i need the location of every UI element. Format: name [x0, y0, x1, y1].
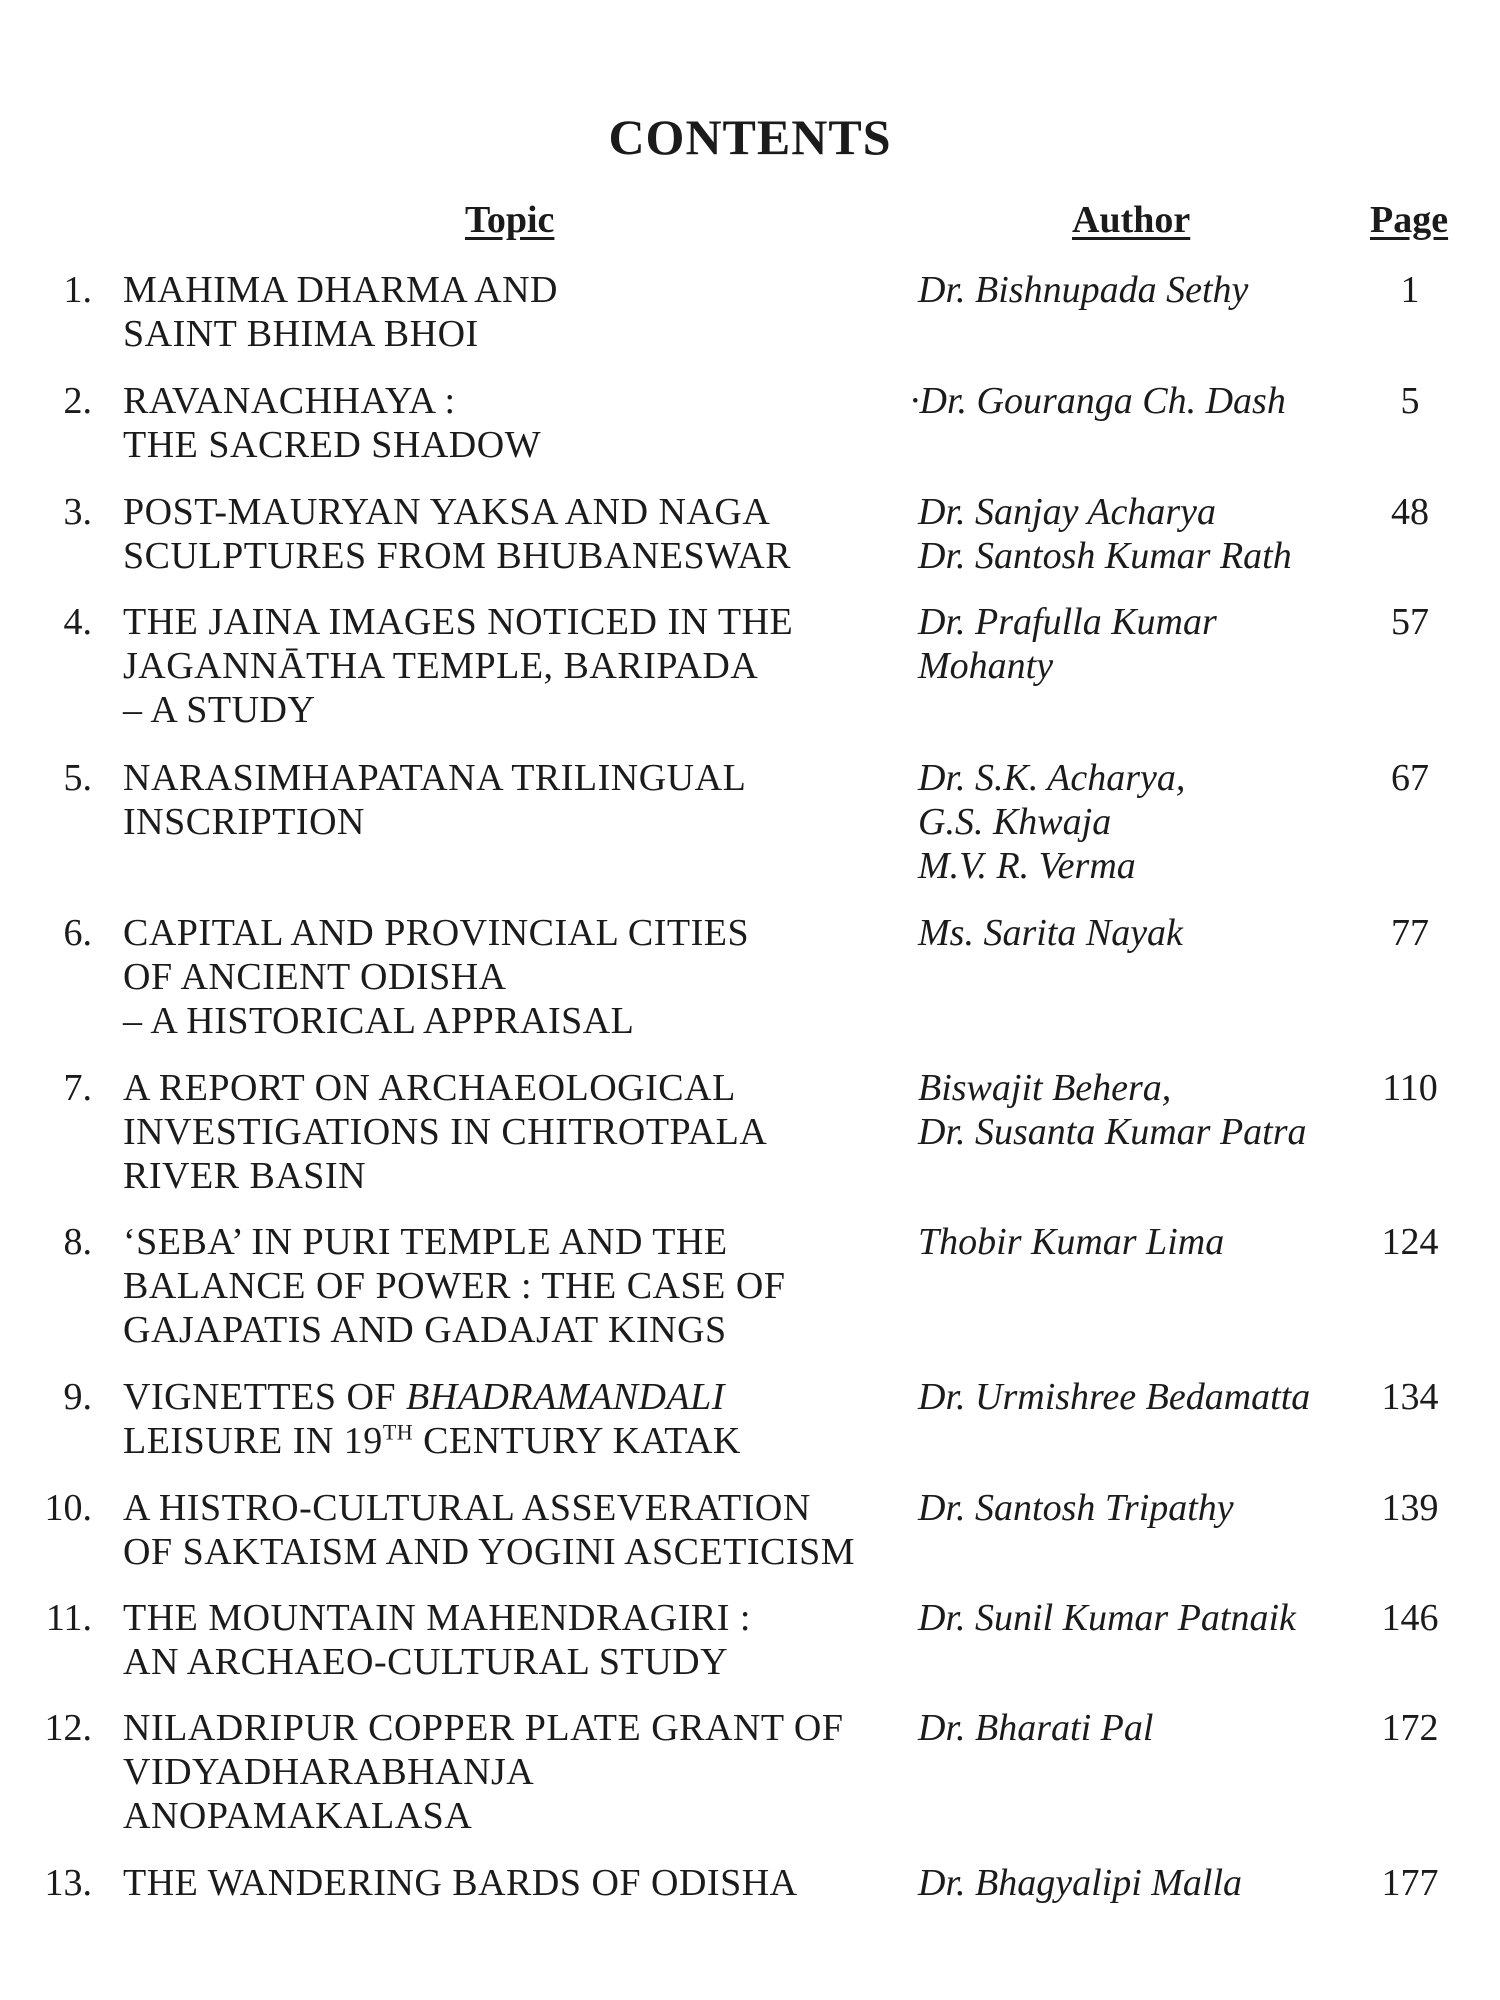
entry-number: 1. [63, 269, 92, 311]
topic-line: POST-MAURYAN YAKSA AND NAGA [123, 491, 771, 533]
author-line: G.S. Khwaja [918, 801, 1112, 843]
entry-author [918, 1375, 1348, 1419]
topic-line: AN ARCHAEO-CULTURAL STUDY [123, 1641, 729, 1683]
entry-number: 8. [63, 1221, 92, 1263]
entry-page-number: 177 [1381, 1862, 1439, 1904]
entry-page-number: 172 [1381, 1707, 1439, 1749]
entry-number: 12. [44, 1707, 92, 1749]
column-header-author: Author [1072, 199, 1191, 241]
author-line: M.V. R. Verma [918, 845, 1136, 887]
column-header-page: Page [1370, 199, 1449, 241]
entry-number: 10. [44, 1487, 92, 1529]
entry-topic [123, 379, 893, 467]
topic-line: GAJAPATIS AND GADAJAT KINGS [123, 1309, 727, 1351]
entry-topic [123, 1066, 893, 1198]
topic-line: A REPORT ON ARCHAEOLOGICAL [123, 1067, 736, 1109]
entry-author [918, 1706, 1348, 1750]
entry-author [918, 1486, 1348, 1530]
topic-line: OF ANCIENT ODISHA [123, 956, 507, 998]
author-line: ·Dr. Gouranga Ch. Dash [910, 380, 1286, 422]
author-line: Dr. Bhagyalipi Malla [918, 1862, 1243, 1904]
topic-line: JAGANNĀTHA TEMPLE, BARIPADA [123, 645, 759, 687]
entry-topic [123, 756, 893, 844]
entry-page-number: 77 [1391, 912, 1429, 954]
entry-topic [123, 1596, 893, 1684]
entry-author [918, 1066, 1348, 1154]
author-line: Dr. Urmishree Bedamatta [918, 1376, 1311, 1418]
topic-line: – A STUDY [123, 689, 316, 731]
author-line: Thobir Kumar Lima [918, 1221, 1225, 1263]
entry-author [918, 1861, 1348, 1905]
topic-line: BALANCE OF POWER : THE CASE OF [123, 1265, 786, 1307]
topic-text: LEISURE IN 19 [123, 1420, 383, 1462]
superscript: TH [382, 1419, 414, 1445]
entry-number: 4. [63, 601, 92, 643]
entry-topic [123, 1486, 893, 1574]
topic-text: VIGNETTES OF [123, 1376, 407, 1418]
author-line: Biswajit Behera, [918, 1067, 1172, 1109]
entry-page-number: 67 [1391, 757, 1429, 799]
topic-line: THE MOUNTAIN MAHENDRAGIRI : [123, 1597, 751, 1639]
topic-line: CAPITAL AND PROVINCIAL CITIES [123, 912, 750, 954]
topic-line: – A HISTORICAL APPRAISAL [123, 1000, 635, 1042]
author-line: Dr. Bishnupada Sethy [918, 269, 1249, 311]
entry-page-number: 5 [1400, 380, 1420, 422]
entry-number: 6. [63, 912, 92, 954]
topic-line [123, 1375, 893, 1419]
author-line: Mohanty [918, 645, 1054, 687]
entry-topic [123, 911, 893, 1043]
entry-page-number: 134 [1381, 1376, 1439, 1418]
entry-author [918, 1596, 1348, 1640]
topic-italic-text: BHADRAMANDALI [406, 1376, 725, 1418]
entry-topic [123, 1861, 893, 1905]
topic-line: THE SACRED SHADOW [123, 424, 542, 466]
entry-number: 5. [63, 757, 92, 799]
entry-author [918, 600, 1348, 688]
entry-number: 13. [44, 1862, 92, 1904]
topic-line: A HISTRO-CULTURAL ASSEVERATION [123, 1487, 811, 1529]
topic-line: MAHIMA DHARMA AND [123, 269, 558, 311]
topic-line: NILADRIPUR COPPER PLATE GRANT OF [123, 1707, 844, 1749]
entry-topic [123, 1706, 893, 1838]
author-line: Dr. Sunil Kumar Patnaik [918, 1597, 1296, 1639]
topic-line: NARASIMHAPATANA TRILINGUAL [123, 757, 747, 799]
entry-topic [123, 600, 893, 732]
entry-page-number: 57 [1391, 601, 1429, 643]
page-title: CONTENTS [608, 109, 892, 165]
author-line: Ms. Sarita Nayak [918, 912, 1183, 954]
topic-line: ‘SEBA’ IN PURI TEMPLE AND THE [123, 1221, 728, 1263]
entry-page-number: 110 [1382, 1067, 1438, 1109]
entry-topic [123, 1375, 893, 1463]
author-line: Dr. Susanta Kumar Patra [918, 1111, 1307, 1153]
entry-author [910, 379, 1340, 423]
author-line: Dr. S.K. Acharya, [918, 757, 1186, 799]
author-line: Dr. Santosh Tripathy [918, 1487, 1234, 1529]
entry-author [918, 1220, 1348, 1264]
entry-topic [123, 490, 893, 578]
topic-line: ANOPAMAKALASA [123, 1795, 473, 1837]
topic-line: THE JAINA IMAGES NOTICED IN THE [123, 601, 794, 643]
entry-page-number: 48 [1391, 491, 1429, 533]
entry-number: 7. [63, 1067, 92, 1109]
topic-line: SAINT BHIMA BHOI [123, 313, 479, 355]
entry-topic [123, 1220, 893, 1352]
topic-line: RAVANACHHAYA : [123, 380, 456, 422]
entry-number: 11. [45, 1597, 92, 1639]
entry-number: 9. [63, 1376, 92, 1418]
entry-number: 3. [63, 491, 92, 533]
topic-line: INVESTIGATIONS IN CHITROTPALA [123, 1111, 768, 1153]
entry-page-number: 139 [1381, 1487, 1439, 1529]
topic-line [123, 1419, 893, 1463]
topic-line: OF SAKTAISM AND YOGINI ASCETICISM [123, 1531, 856, 1573]
topic-line: INSCRIPTION [123, 801, 365, 843]
author-line: Dr. Bharati Pal [918, 1707, 1154, 1749]
entry-author [918, 911, 1348, 955]
column-header-topic: Topic [465, 199, 555, 241]
topic-line: THE WANDERING BARDS OF ODISHA [123, 1862, 798, 1904]
entry-author [918, 490, 1348, 578]
topic-line: RIVER BASIN [123, 1155, 367, 1197]
topic-line: VIDYADHARABHANJA [123, 1751, 535, 1793]
topic-text: CENTURY KATAK [413, 1420, 741, 1462]
entry-page-number: 1 [1400, 269, 1420, 311]
entry-topic [123, 268, 893, 356]
author-line: Dr. Santosh Kumar Rath [918, 535, 1292, 577]
entry-author [918, 756, 1348, 888]
author-line: Dr. Prafulla Kumar [918, 601, 1217, 643]
entry-page-number: 146 [1381, 1597, 1439, 1639]
entry-page-number: 124 [1381, 1221, 1439, 1263]
topic-line: SCULPTURES FROM BHUBANESWAR [123, 535, 792, 577]
entry-number: 2. [63, 380, 92, 422]
entry-author [918, 268, 1348, 312]
author-line: Dr. Sanjay Acharya [918, 491, 1216, 533]
